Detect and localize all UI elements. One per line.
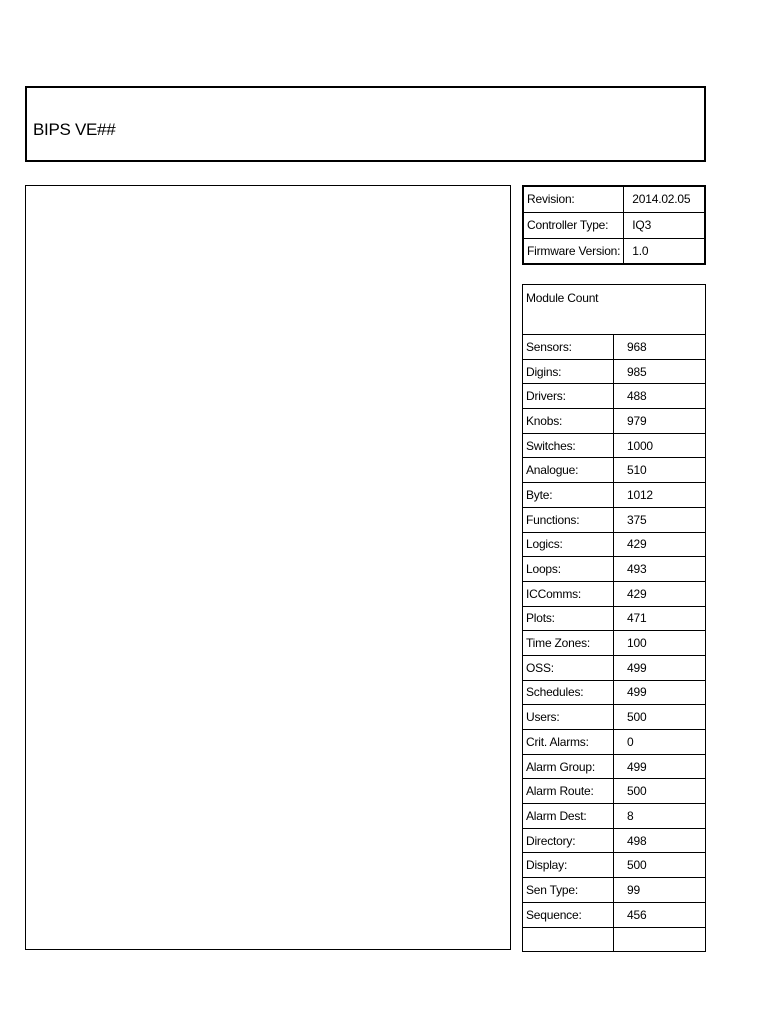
module-row [523, 779, 706, 804]
module-value: 471 [614, 606, 706, 631]
module-row [523, 433, 706, 458]
module-count-header-row [523, 285, 706, 335]
module-row [523, 359, 706, 384]
module-label: Alarm Route: [523, 779, 614, 804]
page-title: BIPS VE## [33, 120, 116, 139]
module-row [523, 927, 706, 952]
module-row [523, 606, 706, 631]
module-value: 100 [614, 631, 706, 656]
module-row [523, 483, 706, 508]
module-label: Time Zones: [523, 631, 614, 656]
module-row [523, 335, 706, 360]
module-label: Drivers: [523, 384, 614, 409]
module-row [523, 804, 706, 829]
module-label: ICComms: [523, 581, 614, 606]
info-label: Revision: [523, 186, 624, 212]
module-row [523, 730, 706, 755]
module-label: Sequence: [523, 902, 614, 927]
module-value [614, 927, 706, 952]
main-panel [25, 185, 511, 950]
module-label: Sen Type: [523, 878, 614, 903]
module-row [523, 705, 706, 730]
info-label: Controller Type: [523, 212, 624, 238]
module-label: Display: [523, 853, 614, 878]
module-row [523, 581, 706, 606]
title-box [25, 86, 706, 162]
module-label: Digins: [523, 359, 614, 384]
module-value: 500 [614, 705, 706, 730]
module-label: Schedules: [523, 680, 614, 705]
module-value: 500 [614, 779, 706, 804]
module-label: Sensors: [523, 335, 614, 360]
module-value: 493 [614, 557, 706, 582]
module-row [523, 507, 706, 532]
module-value: 968 [614, 335, 706, 360]
module-label: Byte: [523, 483, 614, 508]
module-value: 0 [614, 730, 706, 755]
module-value: 375 [614, 507, 706, 532]
module-row [523, 853, 706, 878]
module-value: 8 [614, 804, 706, 829]
module-value: 499 [614, 754, 706, 779]
info-value: IQ3 [624, 212, 705, 238]
module-row [523, 754, 706, 779]
module-label: Analogue: [523, 458, 614, 483]
module-count-header: Module Count [523, 285, 706, 335]
module-value: 500 [614, 853, 706, 878]
module-value: 429 [614, 532, 706, 557]
module-label: Crit. Alarms: [523, 730, 614, 755]
info-row [523, 212, 705, 238]
module-row [523, 878, 706, 903]
module-label: Users: [523, 705, 614, 730]
module-count-table [522, 284, 706, 952]
module-row [523, 557, 706, 582]
module-label: Alarm Dest: [523, 804, 614, 829]
module-label: Loops: [523, 557, 614, 582]
module-label: Switches: [523, 433, 614, 458]
module-value: 1000 [614, 433, 706, 458]
module-label: Alarm Group: [523, 754, 614, 779]
info-row [523, 186, 705, 212]
module-row [523, 828, 706, 853]
module-label [523, 927, 614, 952]
info-value: 2014.02.05 [624, 186, 705, 212]
module-value: 979 [614, 409, 706, 434]
module-value: 456 [614, 902, 706, 927]
module-row [523, 384, 706, 409]
module-label: Knobs: [523, 409, 614, 434]
module-row [523, 902, 706, 927]
module-row [523, 680, 706, 705]
module-label: Directory: [523, 828, 614, 853]
module-value: 985 [614, 359, 706, 384]
info-label: Firmware Version: [523, 238, 624, 264]
module-row [523, 631, 706, 656]
module-value: 1012 [614, 483, 706, 508]
module-value: 488 [614, 384, 706, 409]
module-row [523, 409, 706, 434]
module-value: 510 [614, 458, 706, 483]
module-value: 99 [614, 878, 706, 903]
module-row [523, 532, 706, 557]
module-value: 498 [614, 828, 706, 853]
module-value: 499 [614, 655, 706, 680]
module-label: Plots: [523, 606, 614, 631]
info-value: 1.0 [624, 238, 705, 264]
module-row [523, 458, 706, 483]
info-row [523, 238, 705, 264]
module-label: Functions: [523, 507, 614, 532]
module-row [523, 655, 706, 680]
module-label: OSS: [523, 655, 614, 680]
module-label: Logics: [523, 532, 614, 557]
module-value: 429 [614, 581, 706, 606]
module-value: 499 [614, 680, 706, 705]
controller-info-table [522, 185, 706, 265]
